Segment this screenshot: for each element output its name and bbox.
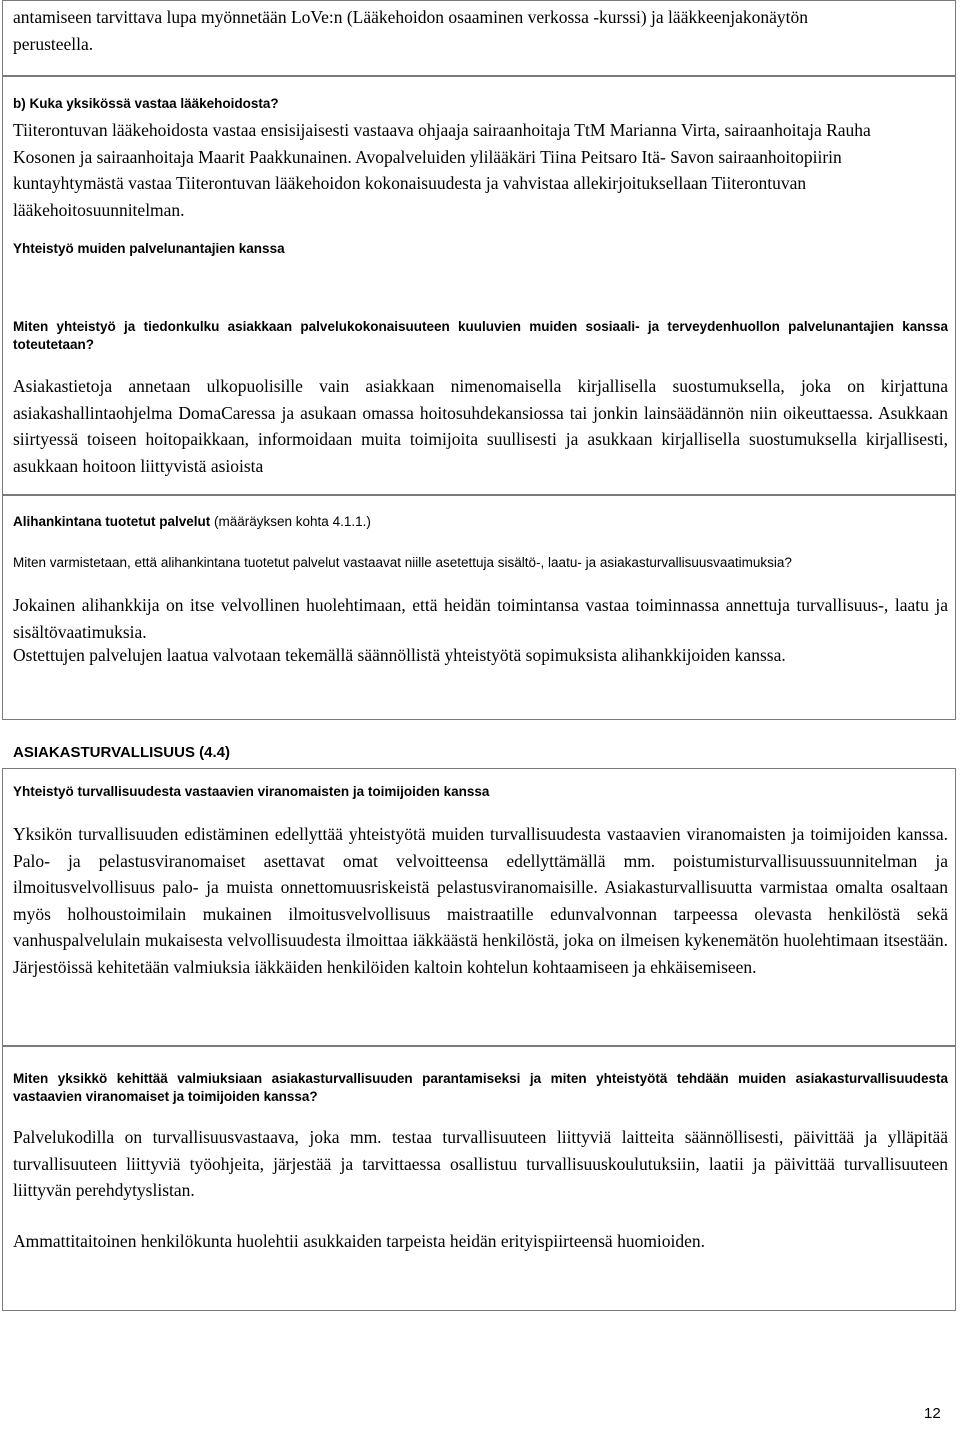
question-b: b) Kuka yksikössä vastaa lääkehoidosta? <box>13 96 279 111</box>
subcontract-answer-2: Ostettujen palvelujen laatua valvotaan tekemällä säännöllistä yhteistyötä sopimuksista alihankkijoiden kanssa. <box>13 645 786 665</box>
intro-text: antamiseen tarvittava lupa myönnetään LoVe:n (Lääkehoidon osaaminen verkossa -kurssi) ja lääkkeenjakonäytön perusteella. <box>13 7 809 54</box>
subcontract-heading-bold: Alihankintana tuotetut palvelut <box>13 514 211 529</box>
cooperation-heading: Yhteistyö muiden palvelunantajien kanssa <box>13 241 285 256</box>
development-answer-1: Palvelukodilla on turvallisuusvastaava, joka mm. testaa turvallisuuteen liittyviä laitteita säännöllisesti, päivittää ja ylläpitää turvallisuuteen liittyviä työohjeita, järjestää ja tarvittaessa osallistuu turvallisuuskoulutuksiin, laatii ja päivittää turvallisuuteen liittyvän perehdytyslistan. <box>13 1127 948 1200</box>
development-answer-2: Ammattitaitoinen henkilökunta huolehtii asukkaiden tarpeista heidän erityispiirteensä huomioiden. <box>13 1231 706 1251</box>
safety-heading: Yhteistyö turvallisuudesta vastaavien viranomaisten ja toimijoiden kanssa <box>13 784 490 799</box>
subcontract-heading <box>13 513 933 531</box>
page-number: 12 <box>924 1405 941 1422</box>
answer-b: Tiiterontuvan lääkehoidosta vastaa ensisijaisesti vastaava ohjaaja sairaanhoitaja TtM Marianna Virta, sairaanhoitaja Rauha Kosonen ja sairaanhoitaja Maarit Paakkunainen. Avopalveluiden ylilääkäri Tiina Peitsaro Itä- Savon sairaanhoitopiirin kuntayhtymästä vastaa Tiiterontuvan lääkehoidon kokonaisuudesta ja vahvistaa allekirjoituksellaan Tiiterontuvan lääkehoitosuunnitelman. <box>13 120 871 220</box>
development-question: Miten yksikkö kehittää valmiuksiaan asiakasturvallisuuden parantamiseksi ja miten yhteistyötä tehdään muiden asiakasturvallisuudesta vastaavien viranomaiset ja toimijoiden kanssa? <box>13 1071 948 1104</box>
subcontract-heading-ref: (määräyksen kohta 4.1.1.) <box>210 514 371 529</box>
cooperation-answer: Asiakastietoja annetaan ulkopuolisille vain asiakkaan nimenomaisella kirjallisella suostumuksella, joka on kirjattuna asiakashallintaohjelma DomaCaressa ja asukaan omassa hoitosuhdekansiossa tai jonkin lainsäädännön niin oikeuttaessa. Asukkaan siirtyessä toiseen hoitopaikkaan, informoidaan muita toimijoita suullisesti ja asukkaan kirjallisella suostumuksella kirjallisesti, asukkaan hoitoon liittyvistä asioista <box>13 376 948 476</box>
subcontract-question: Miten varmistetaan, että alihankintana tuotetut palvelut vastaavat niille asetettuja sisältö-, laatu- ja asiakasturvallisuusvaatimuksia? <box>13 555 792 570</box>
cooperation-question: Miten yhteistyö ja tiedonkulku asiakkaan palvelukokonaisuuteen kuuluvien muiden sosiaali- ja terveydenhuollon palvelunantajien kanssa toteutetaan? <box>13 319 948 352</box>
safety-answer: Yksikön turvallisuuden edistäminen edellyttää yhteistyötä muiden turvallisuudesta vastaavien viranomaisten ja toimijoiden kanssa. Palo- ja pelastusviranomaiset asettavat omat velvoitteensa edellyttämällä mm. poistumisturvallisuussuunnitelman ja ilmoitusvelvollisuus palo- ja muista onnettomuusriskeistä pelastusviranomaisille. Asiakasturvallisuutta varmistaa omalta osaltaan myös holhoustoimilain mukainen ilmoitusvelvollisuus maistraatille edunvalvonnan tarpeessa olevasta henkilöstä sekä vanhuspalvelulain mukaisesta velvollisuudesta ilmoittaa iäkkäästä henkilöstä, joka on ilmeisen kykenemätön huolehtimaan itsestään. Järjestöissä kehitetään valmiuksia iäkkäiden henkilöiden kaltoin kohtelun kohtaamiseen ja ehkäisemiseen. <box>13 824 948 977</box>
subcontract-answer-1: Jokainen alihankkija on itse velvollinen huolehtimaan, että heidän toimintansa vastaa toiminnassa annettuja turvallisuus-, laatu ja sisältövaatimuksia. <box>13 595 948 642</box>
safety-section-title: ASIAKASTURVALLISUUS (4.4) <box>13 744 230 761</box>
